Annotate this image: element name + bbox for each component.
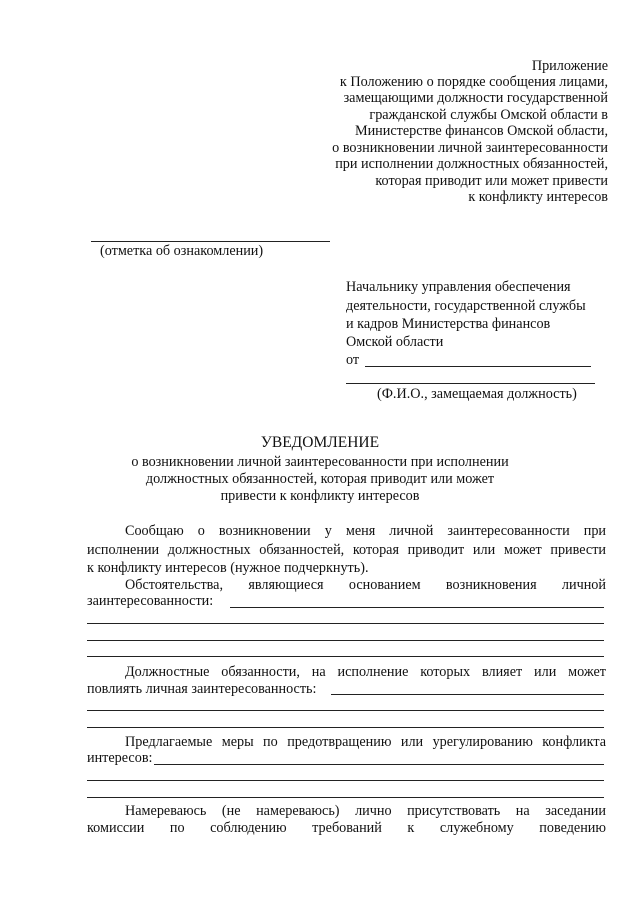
notice-subtitle-line-3: привести к конфликту интересов: [220, 488, 420, 504]
measures-label-line-2: интересов:: [87, 750, 153, 766]
appendix-line-7: при исполнении должностных обязанностей,: [335, 156, 608, 172]
circumstances-label-line-1: Обстоятельства, являющиеся основанием возникновения личной: [125, 577, 606, 593]
addressee-line-4: Омской области: [346, 334, 444, 350]
notice-title: УВЕДОМЛЕНИЕ: [260, 434, 380, 451]
duties-field-line-1[interactable]: [331, 694, 604, 695]
from-label: от: [346, 352, 360, 368]
measures-label-line-1: Предлагаемые меры по предотвращению или урегулированию конфликта: [125, 734, 606, 750]
intention-line-2: комиссии по соблюдению требований к служебному поведению: [87, 820, 606, 836]
paragraph-1-line-1: Сообщаю о возникновении у меня личной заинтересованности при: [125, 523, 606, 539]
duties-field-line-3[interactable]: [87, 727, 604, 728]
circumstances-field-line-2[interactable]: [87, 623, 604, 624]
measures-field-line-2[interactable]: [87, 780, 604, 781]
appendix-line-6: о возникновении личной заинтересованности: [332, 140, 608, 156]
appendix-line-3: замещающими должности государственной: [343, 90, 608, 106]
circumstances-field-line-4[interactable]: [87, 656, 604, 657]
addressee-line-2: деятельности, государственной службы: [346, 298, 586, 314]
appendix-line-4: гражданской службы Омской области в: [369, 107, 608, 123]
circumstances-field-line-3[interactable]: [87, 640, 604, 641]
notice-subtitle-line-1: о возникновении личной заинтересованности при исполнении: [131, 454, 509, 470]
paragraph-1-line-3: к конфликту интересов (нужное подчеркнуть).: [87, 560, 369, 576]
circumstances-label-line-2: заинтересованности:: [87, 593, 214, 609]
circumstances-field-line-1[interactable]: [230, 607, 604, 608]
fio-position-caption: (Ф.И.О., замещаемая должность): [377, 386, 577, 402]
appendix-line-1: Приложение: [531, 58, 608, 74]
notice-subtitle-line-2: должностных обязанностей, которая приводит или может: [145, 471, 495, 487]
measures-field-line-1[interactable]: [154, 764, 604, 765]
duties-label-line-2: повлиять личная заинтересованность:: [87, 681, 317, 697]
duties-label-line-1: Должностные обязанности, на исполнение которых влияет или может: [125, 664, 606, 680]
appendix-line-9: к конфликту интересов: [468, 189, 608, 205]
duties-field-line-2[interactable]: [87, 710, 604, 711]
appendix-line-8: которая приводит или может привести: [375, 173, 608, 189]
paragraph-1-line-2: исполнении должностных обязанностей, которая приводит или может привести: [87, 542, 606, 558]
appendix-line-2: к Положению о порядке сообщения лицами,: [339, 74, 608, 90]
intention-line-1: Намереваюсь (не намереваюсь) лично присутствовать на заседании: [125, 803, 606, 819]
addressee-line-1: Начальнику управления обеспечения: [346, 279, 571, 295]
appendix-line-5: Министерстве финансов Омской области,: [354, 123, 608, 139]
position-field-line: [346, 383, 595, 384]
acquaintance-mark-caption: (отметка об ознакомлении): [100, 243, 264, 259]
measures-field-line-3[interactable]: [87, 797, 604, 798]
addressee-line-3: и кадров Министерства финансов: [346, 316, 551, 332]
from-name-field-line: [365, 366, 591, 367]
